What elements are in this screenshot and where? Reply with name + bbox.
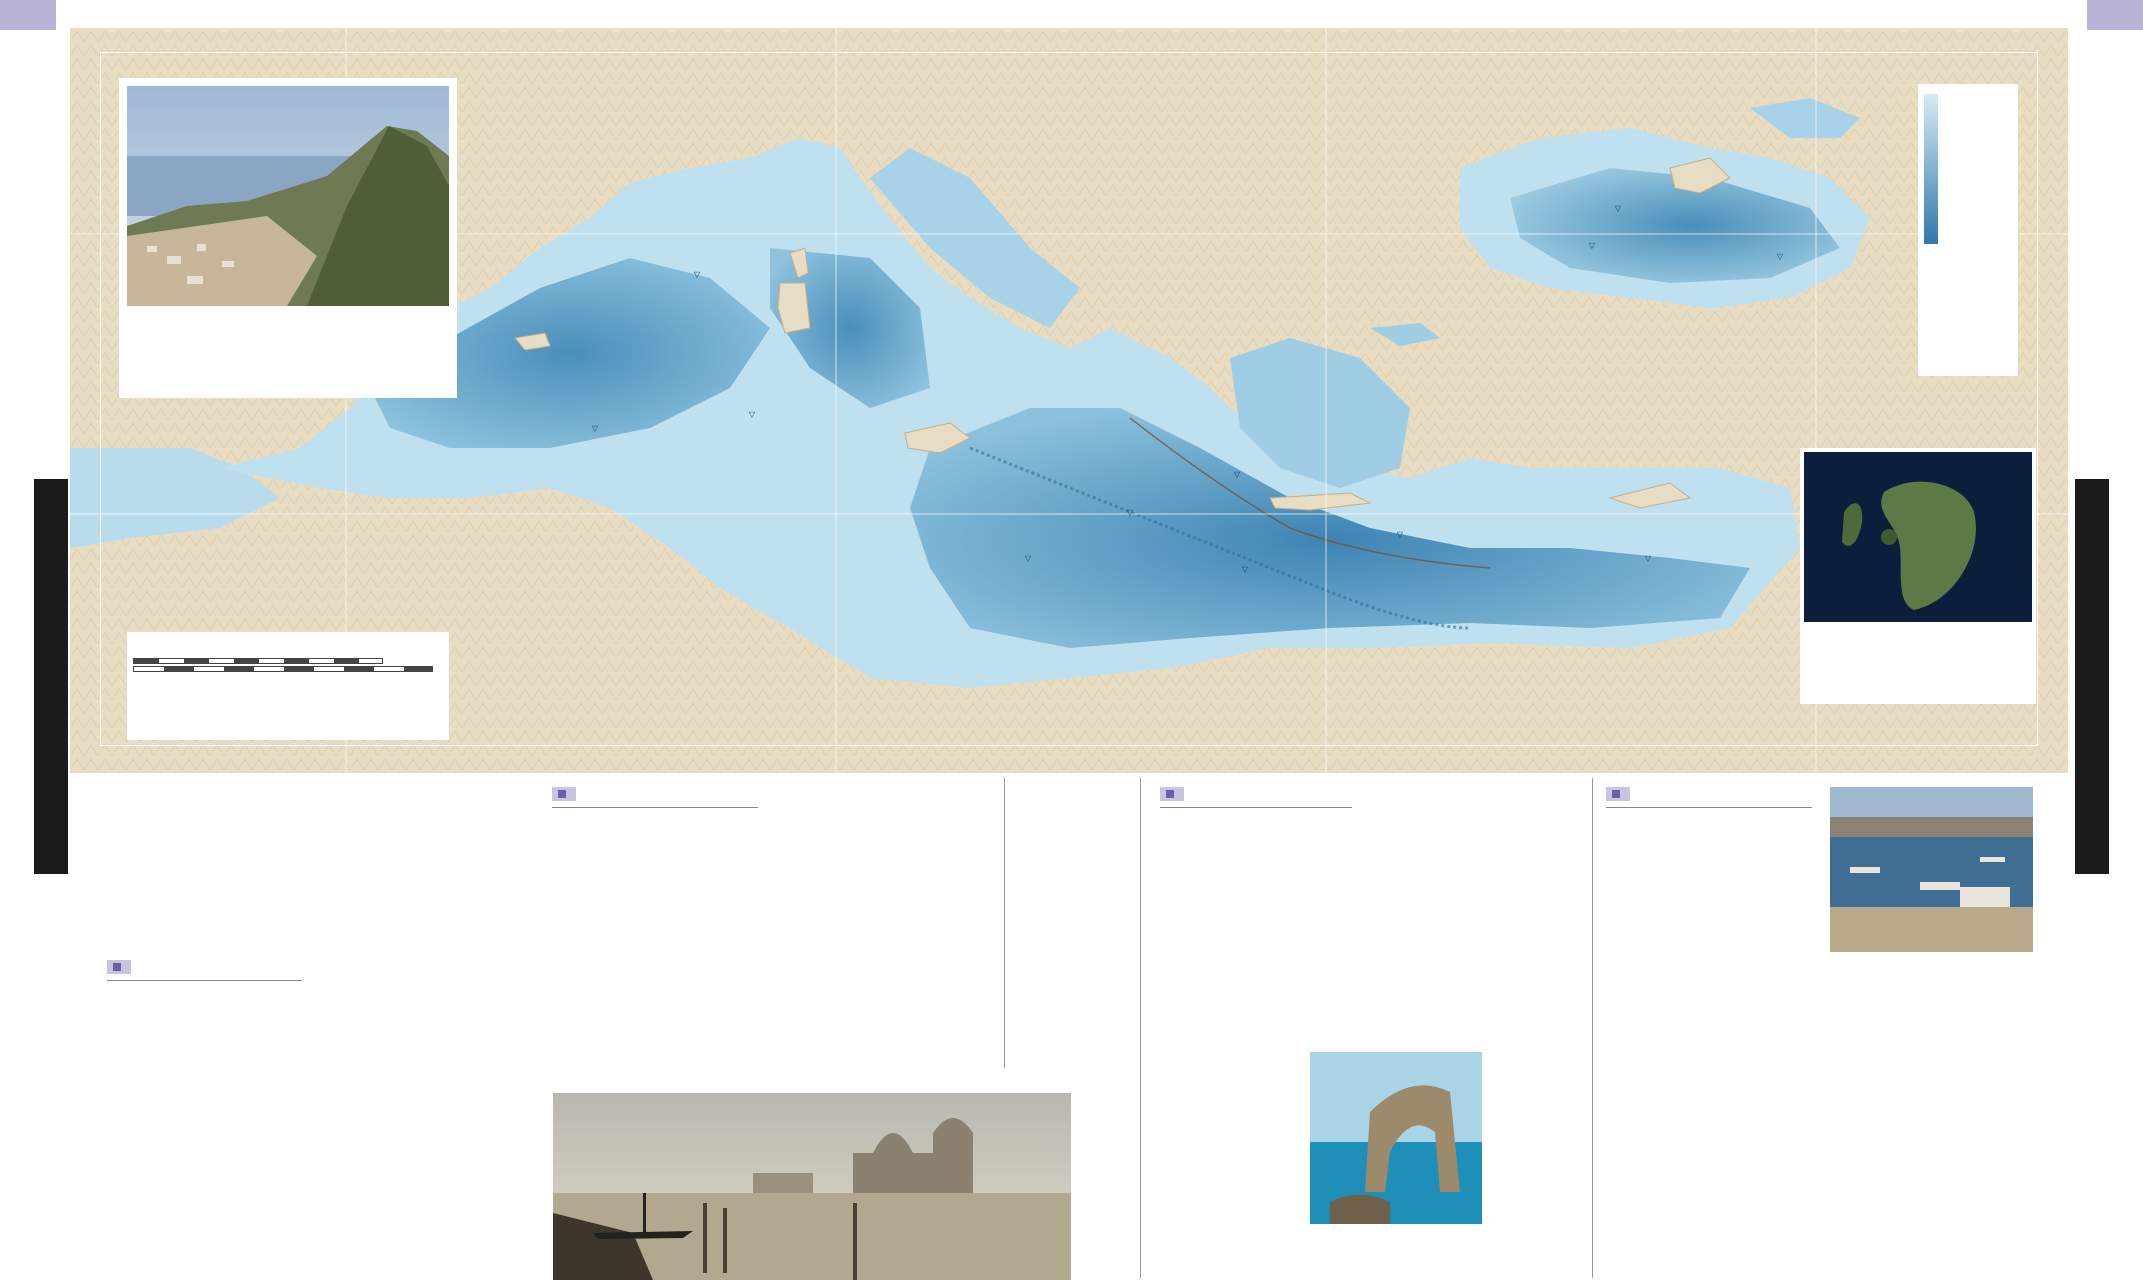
section-oestliches-mittelmeer [552, 787, 758, 818]
gibraltar-image [127, 86, 449, 306]
column-divider [1140, 778, 1141, 1278]
facts-table [1606, 807, 1812, 808]
facts-table [1160, 807, 1352, 808]
column-divider [1592, 778, 1593, 1278]
depth-marker [1589, 239, 1595, 251]
depth-marker [1025, 552, 1031, 564]
section-tag [1160, 787, 1184, 801]
page-number-left [0, 0, 56, 30]
section-aegaeisches-meer [1160, 787, 1352, 818]
section-schwarzes-meer [1606, 787, 1812, 818]
depth-marker [592, 422, 598, 434]
depth-marker [1777, 250, 1783, 262]
depth-color-bar [1924, 94, 1938, 244]
section-oestliches-mittelmeer-cont [775, 780, 975, 794]
photo-santorin [1800, 448, 2036, 704]
depth-marker [694, 268, 700, 280]
section-tab-right [2075, 479, 2109, 874]
photo-skiathos [1310, 1052, 1482, 1224]
depth-marker [749, 408, 755, 420]
section-tab-left [34, 479, 68, 874]
map-scale [127, 632, 449, 740]
facts-table [552, 807, 758, 808]
photo-gibraltar [119, 78, 457, 398]
page-number-right [2087, 0, 2143, 30]
km-scale-bar [133, 658, 383, 664]
map-legend [1918, 84, 2018, 376]
section-westliches-mittelmeer [107, 960, 302, 991]
section-tag [107, 960, 131, 974]
depth-marker [1242, 563, 1248, 575]
mediterranean-map [70, 28, 2068, 773]
depth-marker [1234, 468, 1240, 480]
facts-table [107, 980, 302, 981]
depth-marker [1645, 552, 1651, 564]
depth-marker [1127, 506, 1133, 518]
depth-marker [1397, 528, 1403, 540]
mile-scale-bar [133, 666, 433, 672]
santorin-image [1804, 452, 2032, 622]
section-tag [552, 787, 576, 801]
photo-bosporus [1830, 787, 2033, 952]
section-tag [1606, 787, 1630, 801]
depth-marker [1615, 202, 1621, 214]
column-divider [1004, 778, 1005, 1068]
photo-venedig [553, 1093, 1071, 1280]
